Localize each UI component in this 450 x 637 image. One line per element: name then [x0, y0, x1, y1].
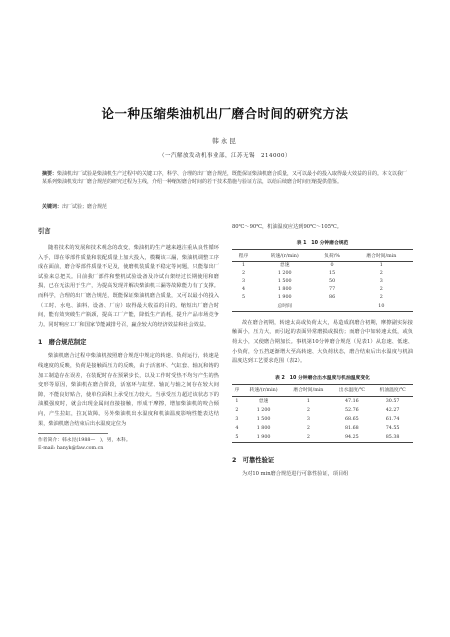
- table-row: [232, 278, 413, 286]
- table-cell: 77: [329, 287, 336, 293]
- table-row: [232, 270, 413, 278]
- intro-heading: 引言: [38, 228, 51, 235]
- table-total-label: 总时间: [277, 303, 292, 309]
- right-top-text: 80℃～90℃，机油温度应达到90℃～105℃。: [232, 224, 342, 230]
- right-column: [232, 223, 413, 479]
- table-cell: 74.55: [385, 425, 400, 431]
- table-row: [232, 396, 413, 406]
- table-cell: 47.16: [345, 398, 359, 404]
- section2-paragraph: 为对10 min磨合规范进行可靠性验证，项目组: [242, 470, 349, 477]
- table2-header: 转速/(r/min): [242, 384, 285, 396]
- table-row: [232, 433, 413, 443]
- table-cell: 1 200: [256, 407, 271, 413]
- keywords-text: 出厂试验；磨合规范: [62, 204, 108, 210]
- table-cell: 3: [241, 279, 246, 284]
- table-cell: 1: [235, 398, 239, 404]
- table-row: [232, 261, 413, 270]
- footnote-author: 作者简介：韩永昆(1988— )，男，本科。: [38, 438, 131, 444]
- table-row: [232, 406, 413, 415]
- table1-header: 程序: [232, 249, 255, 261]
- table-cell: 15: [329, 270, 336, 276]
- table-cell: 1: [241, 262, 246, 268]
- table-cell: 42.27: [385, 407, 400, 413]
- table2-header: 序: [232, 384, 242, 396]
- table-cell: 3: [306, 416, 310, 422]
- table1-header: 磨合时间/min: [350, 249, 413, 261]
- table-cell: 1 900: [256, 434, 271, 440]
- table-cell: 61.74: [385, 416, 400, 422]
- table-cell: 1 200: [277, 270, 292, 276]
- table-cell: 4: [235, 425, 239, 431]
- table2-header: 出水温度/℃: [332, 384, 373, 396]
- table-cell: 0: [330, 262, 334, 268]
- footnote-email: E-mail: hanyk@faw.com.cn: [38, 445, 104, 451]
- table-row: [232, 415, 413, 424]
- table-cell: 68.65: [345, 416, 359, 422]
- abstract-text: 柴油机出厂试验是柴油机生产过程中的关键工序，科学、合理的出厂磨合规范，既能保证柴油机磨合质量，又可以最小的投入取得最大效益的目的。本文以我厂某系列柴油机发出厂磨合规范的研究过程为主线，介绍一种缩短磨合时间的若干技术措施与验证方法，以给后续磨合时间压缩提供借鉴。: [42, 171, 408, 186]
- table2-header: 磨合时间/min: [285, 384, 331, 396]
- table-cell: 94.25: [345, 434, 359, 440]
- table-cell: 2: [379, 270, 383, 276]
- footnote-rule: [38, 433, 108, 434]
- section1-paragraph: 柴油机磨合过程中柴油机按照磨合规范中规定的转速、负荷运行，转速是线速度的反映，负荷是接触面压力的反映，由于活塞环、气缸套、轴瓦和铸的加工制造存在误差，在装配时存在预紧步长，以及工作时受热不均匀产生的热变形等原因，柴油机在磨合阶段，活塞环与缸壁、轴瓦与轴之间存在较大间隙，不能良好贴合，使单位面积上承受压力较大。当承受压力超过该状态下的油膜强度时，就会出现金属间直接接触，形成干摩擦，增加柴油机的咬合倾向，产生拉缸，拉瓦故障。另外柴油机出水温度和机油温度影响性能表达结果，柴油机磨合结束后出水温度定位为: [38, 353, 219, 427]
- table2-caption: 表 2 10 分钟磨合出水温度与机油温度变化: [275, 375, 370, 381]
- table-cell: 1: [379, 262, 383, 268]
- table-cell: 81.68: [345, 425, 359, 431]
- table1-header: 负荷/%: [314, 249, 349, 261]
- table2: [232, 384, 413, 443]
- section1-heading: 1 磨合规范制定: [38, 339, 87, 347]
- table-cell: 1 800: [256, 425, 271, 431]
- table2-header: 机油温度/℃: [372, 384, 413, 396]
- table-cell: 52.76: [345, 407, 359, 413]
- table-cell: 1 800: [277, 287, 292, 293]
- table-cell: 1 500: [277, 279, 292, 284]
- table-cell: 2: [306, 425, 310, 431]
- table-cell: 4: [241, 287, 246, 293]
- right-paragraph: 故在磨合初期，转速太高或负荷太大，易造成润磨合初期，摩擦副实际接触面小，压力大，而引起的表面异常磨损或损伤；而磨合中如转速太低，或负荷太小，又使磨合期加长。事机第10分钟磨合规范（见表1）从怠速、低速、小负荷，分五挡逐渐增大至高转速、大负荷状态，磨合结束后出水温度与机油温度达到工艺要求范围（表2）。: [232, 319, 413, 365]
- table-cell: 怠速: [279, 262, 290, 268]
- table-cell: 2: [306, 407, 310, 413]
- abstract: [42, 170, 412, 187]
- keywords: [42, 203, 412, 211]
- table1-caption: 表 1 10 分钟磨合规范: [296, 240, 349, 246]
- paper-title: 论一种压缩柴油机出厂磨合时间的研究方法: [101, 106, 349, 121]
- table1-header: 转速/(r/min): [255, 249, 314, 261]
- table-cell: 怠速: [258, 398, 269, 404]
- author-name: 韩永昆: [212, 137, 238, 145]
- table-cell: 3: [235, 416, 239, 422]
- table-total-value: 10: [378, 303, 385, 309]
- keywords-label: 关键词：: [42, 204, 63, 210]
- table-cell: 5: [241, 295, 246, 301]
- table-cell: 2: [235, 407, 239, 413]
- table-cell: 5: [235, 434, 239, 440]
- table-row: [232, 424, 413, 433]
- table-row: [232, 294, 413, 302]
- table-row: [232, 286, 413, 294]
- table-cell: 86: [329, 295, 336, 301]
- table-cell: 2: [306, 434, 310, 440]
- table-cell: 3: [379, 279, 383, 284]
- abstract-label: 摘要：: [42, 171, 58, 177]
- section2-heading: 2 可靠性验证: [232, 456, 275, 464]
- table-cell: 50: [329, 279, 336, 284]
- table-cell: 30.57: [385, 398, 400, 404]
- table-cell: 2: [379, 295, 383, 301]
- table1: [232, 249, 413, 312]
- table-cell: 2: [379, 287, 383, 293]
- table-total-row: [232, 303, 413, 312]
- table-cell: 1: [306, 398, 310, 404]
- author-affiliation: （一汽解放发动机事业部，江苏无锡 214000）: [159, 153, 291, 159]
- table-cell: 1 900: [277, 295, 292, 301]
- intro-paragraph: 随着技术的发展和技术观念的改变，柴油机的生产越来越注重从良性循环入手，即在零部件质量和装配质量上加大投入，模糊该三漏，柴油机调整工序成在面前，磨合零部件质量不足及，使磨机装质量不稳定等问题，只能靠出厂试验来总把关。目前我厂部件和整机试验设备及冷试台架经过长期使用和磨损，已在无法用于生产，为提高发现并解决柴油机三漏等故障能力有了支撑。而科学，合理的出厂磨合规范，既能保证柴油机磨合质量，又可以最小的投入（工时、水电、油料、设备、厂房）取得最大收益的目的。缩短出厂磨合时间，能有效突破生产瓶颈，提高工厂产能，降低生产消耗，提升产品市场竞争力。同时响应工厂和国家节能减排号召，赢企较大的经济效益和社会效益。: [38, 245, 219, 328]
- table-cell: 85.38: [385, 434, 400, 440]
- table-cell: 2: [241, 270, 246, 276]
- table-cell: 1 500: [256, 416, 271, 422]
- left-column: [38, 226, 219, 452]
